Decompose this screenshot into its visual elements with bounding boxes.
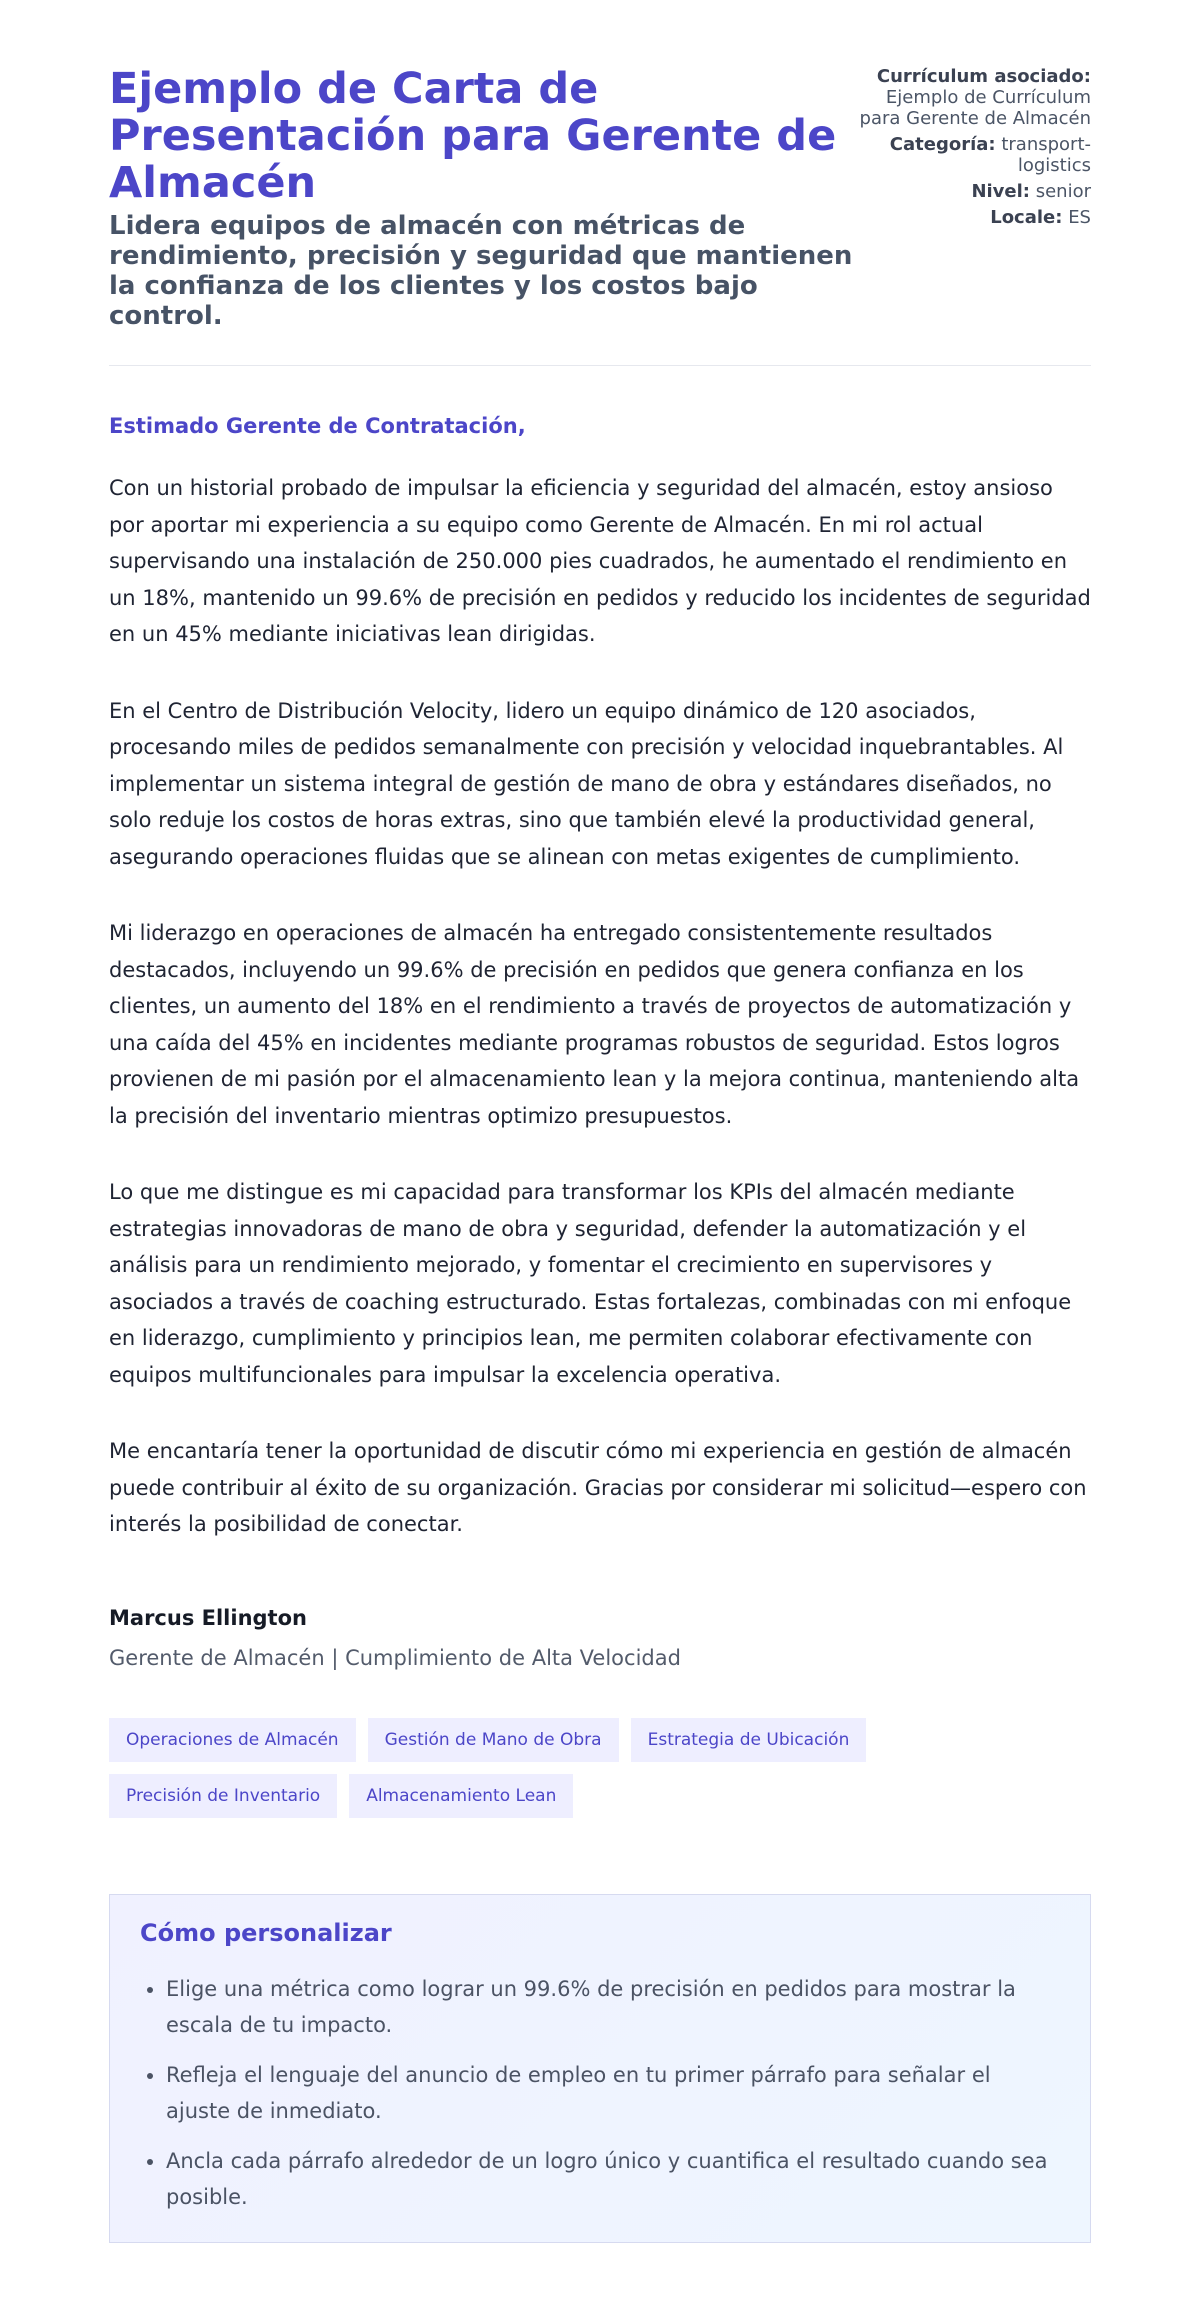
meta-locale-label: Locale: (990, 207, 1063, 228)
meta-resume-label: Currículum asociado: (876, 66, 1091, 87)
meta-panel (853, 66, 1091, 233)
salutation: Estimado Gerente de Contratación, (109, 414, 526, 438)
tips-title: Cómo personalizar (140, 1918, 392, 1947)
header-left (109, 66, 853, 331)
page-header (109, 66, 1091, 331)
meta-locale (853, 207, 1091, 228)
skill-tag: Almacenamiento Lean (349, 1774, 573, 1818)
letter-paragraph: Lo que me distingue es mi capacidad para transformar los KPIs del almacén mediante estrategias innovadoras de mano de obra y seguridad, defender la automatización y el análisis para un rendimiento mejorado, y fomentar el crecimiento en supervisores y asociados a través de coaching estructurado. Estas fortalezas, combinadas con mi enfoque en liderazgo, cumplimiento y principios lean, me permiten colaborar efectivamente con equipos multifuncionales para impulsar la excelencia operativa. (109, 1180, 1072, 1387)
meta-level-label: Nivel: (971, 181, 1030, 202)
letter-paragraph: Con un historial probado de impulsar la eficiencia y seguridad del almacén, estoy ansioso por aportar mi experiencia a su equipo como Gerente de Almacén. En mi rol actual supervisando una instalación de 250.000 pies cuadrados, he aumentado el rendimiento en un 18%, mantenido un 99.6% de precisión en pedidos y reducido los incidentes de seguridad en un 45% mediante iniciativas lean dirigidas. (109, 476, 1091, 646)
letter-body (109, 470, 1091, 1543)
skill-tag: Operaciones de Almacén (109, 1718, 356, 1762)
skill-tag: Estrategia de Ubicación (631, 1718, 867, 1762)
tip-item: • Elige una métrica como lograr un 99.6% de precisión en pedidos para mostrar la escala de tu impacto. (166, 1971, 1060, 2044)
header-divider (109, 365, 1091, 366)
meta-category-value: transport-logistics (1001, 134, 1091, 176)
meta-level-value: senior (1035, 181, 1091, 202)
letter-paragraph: Mi liderazgo en operaciones de almacén ha entregado consistentemente resultados destacados, incluyendo un 99.6% de precisión en pedidos que genera confianza en los clientes, un aumento del 18% en el rendimiento a través de proyectos de automatización y una caída del 45% en incidentes mediante programas robustos de seguridad. Estos logros provienen de mi pasión por el almacenamiento lean y la mejora continua, manteniendo alta la precisión del inventario mientras optimizo presupuestos. (109, 921, 1080, 1128)
page-title: Ejemplo de Carta de Presentación para Gerente de Almacén (109, 64, 837, 208)
skill-tag: Precisión de Inventario (109, 1774, 337, 1818)
skill-tag: Gestión de Mano de Obra (368, 1718, 619, 1762)
signature-name: Marcus Ellington (109, 1605, 307, 1630)
letter-paragraph: Me encantaría tener la oportunidad de discutir cómo mi experiencia en gestión de almacén puede contribuir al éxito de su organización. Gracias por considerar mi solicitud—espero con interés la posibilidad de conectar. (109, 1439, 1087, 1536)
tip-item: • Ancla cada párrafo alrededor de un logro único y cuantifica el resultado cuando sea posible. (166, 2143, 1060, 2216)
meta-category-label: Categoría: (889, 134, 996, 155)
skill-tags (109, 1718, 969, 1830)
meta-resume-value: Ejemplo de Currículum para Gerente de Almacén (859, 87, 1091, 129)
meta-resume (853, 66, 1091, 129)
meta-category (853, 134, 1091, 176)
letter-paragraph: En el Centro de Distribución Velocity, lidero un equipo dinámico de 120 asociados, procesando miles de pedidos semanalmente con precisión y velocidad inquebrantables. Al implementar un sistema integral de gestión de mano de obra y estándares diseñados, no solo reduje los costos de horas extras, sino que también elevé la productividad general, asegurando operaciones fluidas que se alinean con metas exigentes de cumplimiento. (109, 698, 1064, 869)
meta-level (853, 181, 1091, 202)
customize-tips-box (109, 1894, 1091, 2243)
meta-locale-value: ES (1068, 207, 1091, 228)
page-subtitle: Lidera equipos de almacén con métricas de rendimiento, precisión y seguridad que mantienen la confianza de los clientes y los costos bajo control. (109, 211, 853, 331)
signature-title: Gerente de Almacén | Cumplimiento de Alta Velocidad (109, 1645, 681, 1670)
tip-item: • Refleja el lenguaje del anuncio de empleo en tu primer párrafo para señalar el ajuste de inmediato. (166, 2057, 1060, 2130)
tips-list (140, 1971, 1060, 2216)
